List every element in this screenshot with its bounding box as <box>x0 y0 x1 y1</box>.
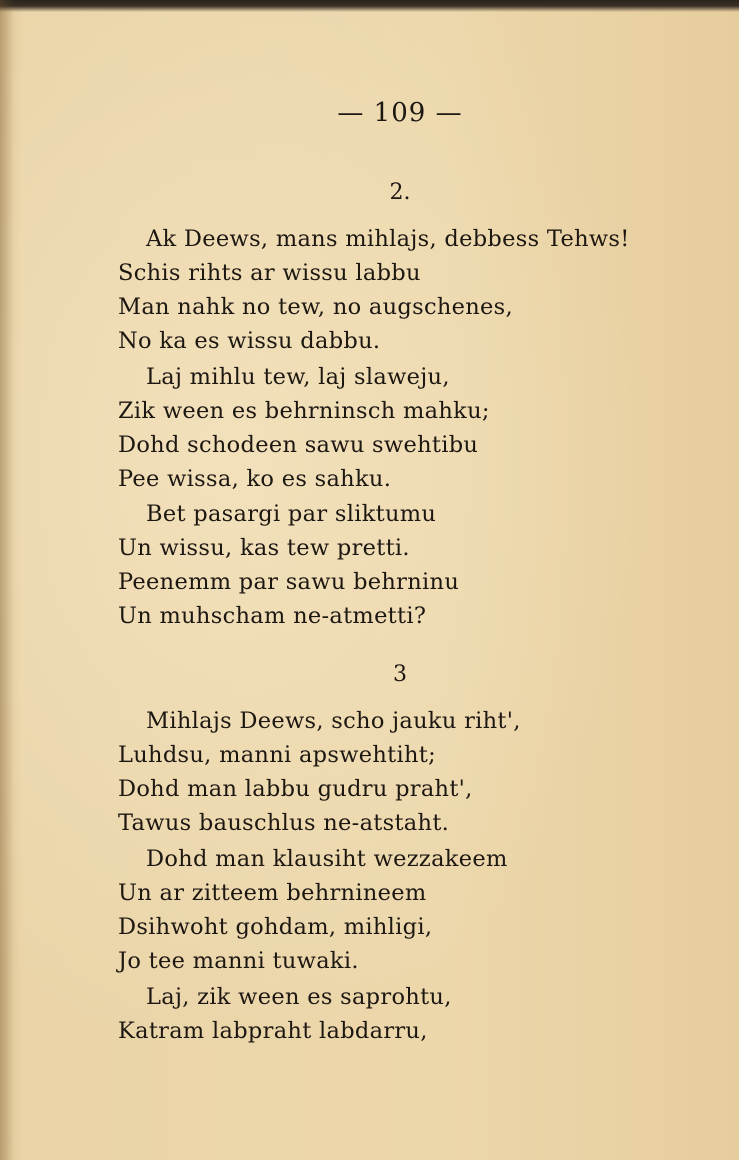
verse-line: Mihlajs Deews, scho jauku riht', <box>146 708 521 734</box>
stanza-2-2 <box>118 360 490 496</box>
stanza-3-3 <box>118 980 452 1048</box>
verse-line: Pee wissa, ko es sahku. <box>118 466 392 492</box>
verse-line: Man nahk no tew, no augschenes, <box>118 294 513 320</box>
verse-line: Luhdsu, manni apswehtiht; <box>118 742 437 768</box>
stanza-2-1 <box>118 222 630 358</box>
verse-line: Bet pasargi par sliktumu <box>146 501 437 527</box>
verse-line: Dohd man klausiht wezzakeem <box>146 846 508 872</box>
verse-line: Peenemm par sawu behrninu <box>118 569 460 595</box>
verse-line: Un wissu, kas tew pretti. <box>118 535 410 561</box>
verse-line: Un muhscham ne-atmetti? <box>118 603 427 629</box>
stanza-3-2 <box>118 842 508 978</box>
page-top-edge <box>0 0 739 12</box>
section-number-3: 3 <box>393 662 407 687</box>
verse-line: Jo tee manni tuwaki. <box>118 948 359 974</box>
verse-line: Ak Deews, mans mihlajs, debbess Tehws! <box>146 226 630 252</box>
section-number-2: 2. <box>389 180 411 205</box>
verse-line: Dohd man labbu gudru praht', <box>118 776 473 802</box>
stanza-3-1 <box>118 704 521 840</box>
verse-line: Tawus bauschlus ne-atstaht. <box>118 810 450 836</box>
verse-line: Katram labpraht labdarru, <box>118 1018 428 1044</box>
verse-line: Dohd schodeen sawu swehtibu <box>118 432 479 458</box>
verse-line: Dsihwoht gohdam, mihligi, <box>118 914 433 940</box>
page-gutter-shadow <box>0 0 14 1160</box>
verse-line: No ka es wissu dabbu. <box>118 328 381 354</box>
stanza-2-3 <box>118 497 459 633</box>
verse-line: Schis rihts ar wissu labbu <box>118 260 421 286</box>
page-number: — 109 — <box>337 98 463 128</box>
verse-line: Laj, zik ween es saprohtu, <box>146 984 452 1010</box>
verse-line: Un ar zitteem behrnineem <box>118 880 427 906</box>
verse-line: Laj mihlu tew, laj slaweju, <box>146 364 450 390</box>
verse-line: Zik ween es behrninsch mahku; <box>118 398 490 424</box>
